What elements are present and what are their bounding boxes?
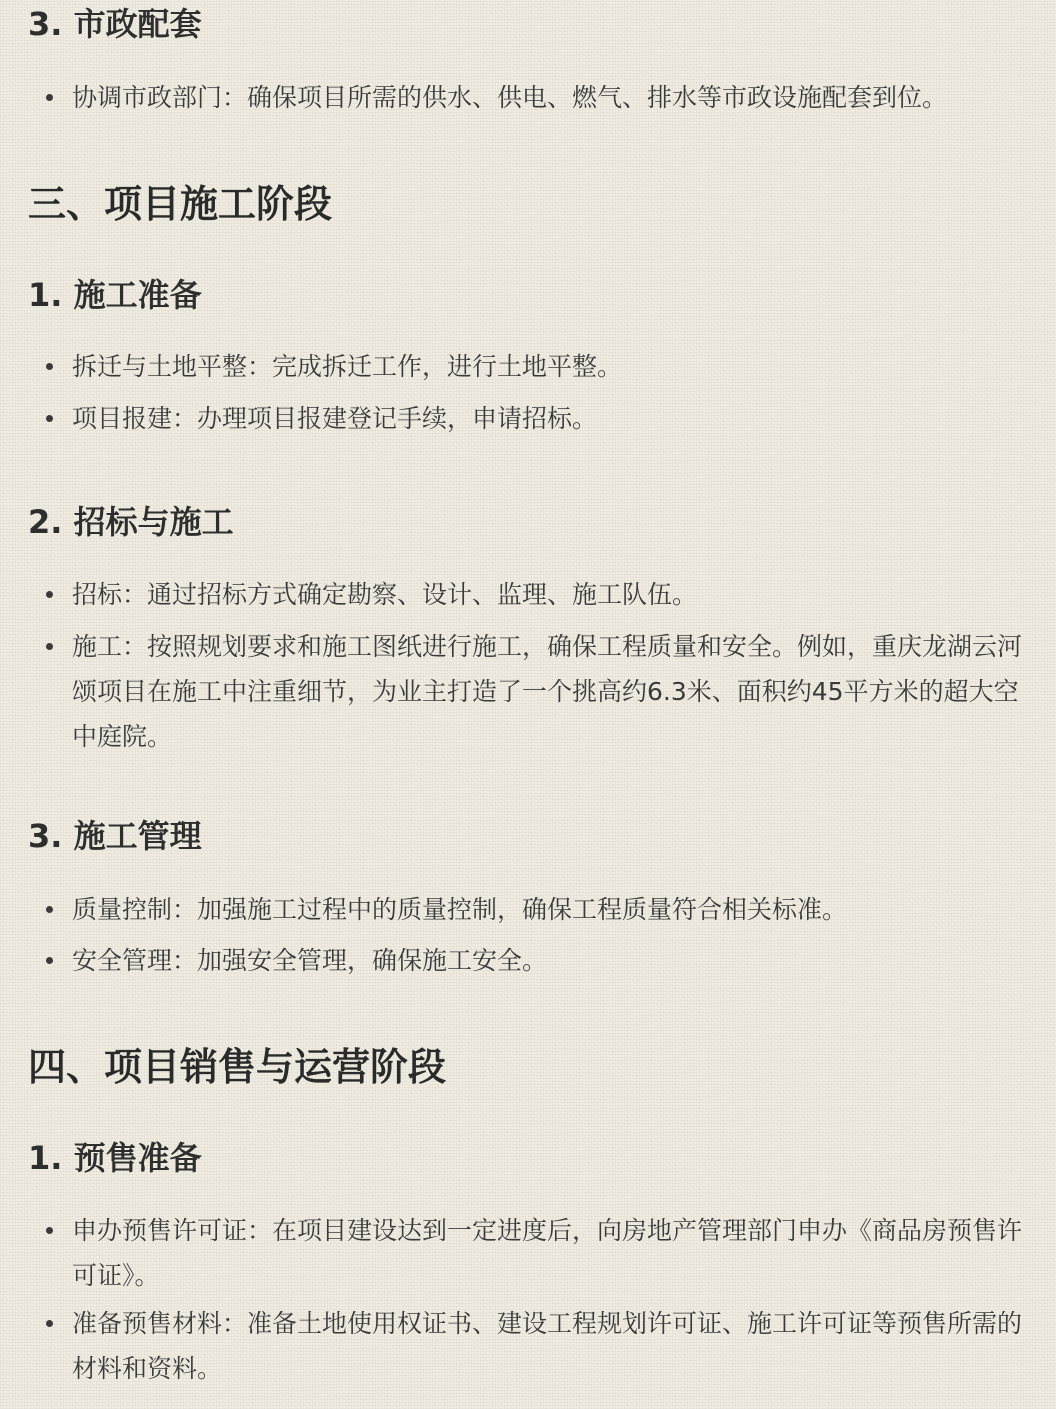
bullet-dot-icon (46, 957, 53, 964)
subheading-bidding: 2. 招标与施工 (28, 503, 234, 541)
list-item-text: 协调市政部门：确保项目所需的供水、供电、燃气、排水等市政设施配套到位。 (72, 83, 948, 112)
bullet-dot-icon (46, 1320, 53, 1327)
list-item-text: 准备预售材料：准备土地使用权证书、建设工程规划许可证、施工许可证等预售所需的材料和资料。 (72, 1309, 1023, 1383)
list-item (46, 887, 1036, 932)
list-item (46, 624, 1036, 759)
bullet-dot-icon (46, 363, 53, 370)
list-item (46, 938, 1036, 983)
list-item-text: 招标：通过招标方式确定勘察、设计、监理、施工队伍。 (72, 580, 698, 609)
subheading-construction-prep: 1. 施工准备 (28, 276, 202, 314)
list-item-text: 质量控制：加强施工过程中的质量控制，确保工程质量符合相关标准。 (72, 895, 848, 924)
list-item (46, 396, 1036, 441)
list-item (46, 1301, 1036, 1391)
list-item (46, 572, 1036, 617)
bullet-dot-icon (46, 643, 53, 650)
subheading-municipal: 3. 市政配套 (28, 5, 202, 43)
list-item (46, 344, 1036, 389)
bullet-dot-icon (46, 906, 53, 913)
list-item (46, 1208, 1036, 1298)
list-item-text: 施工：按照规划要求和施工图纸进行施工，确保工程质量和安全。例如，重庆龙湖云河颂项目在施工中注重细节，为业主打造了一个挑高约6.3米、面积约45平方米的超大空中庭院。 (72, 632, 1023, 751)
section-heading-sales: 四、项目销售与运营阶段 (28, 1045, 447, 1089)
bullet-dot-icon (46, 591, 53, 598)
list-item-text: 申办预售许可证：在项目建设达到一定进度后，向房地产管理部门申办《商品房预售许可证》。 (72, 1216, 1023, 1290)
bullet-dot-icon (46, 1227, 53, 1234)
list-item-text: 拆迁与土地平整：完成拆迁工作，进行土地平整。 (72, 352, 623, 381)
section-heading-construction: 三、项目施工阶段 (28, 182, 333, 226)
subheading-construction-mgmt: 3. 施工管理 (28, 817, 202, 855)
list-item-text: 项目报建：办理项目报建登记手续，申请招标。 (72, 404, 598, 433)
list-item (46, 75, 1036, 120)
list-item-text: 安全管理：加强安全管理，确保施工安全。 (72, 946, 548, 975)
subheading-presale-prep: 1. 预售准备 (28, 1139, 202, 1177)
bullet-dot-icon (46, 415, 53, 422)
bullet-dot-icon (46, 94, 53, 101)
